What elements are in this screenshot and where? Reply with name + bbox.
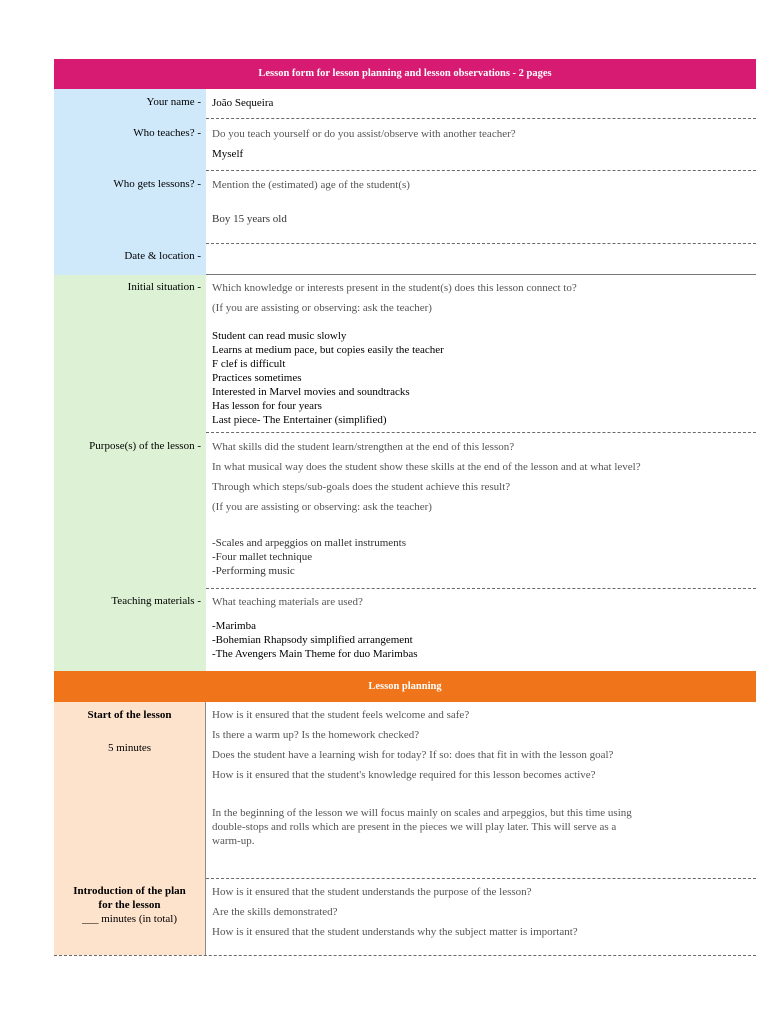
start-question-3: Does the student have a learning wish for today? If so: does that fit in with the lesson goal? bbox=[212, 749, 614, 761]
purpose-answer: -Performing music bbox=[212, 565, 295, 577]
initial-answer: F clef is difficult bbox=[212, 358, 286, 370]
who-gets-lessons-question: Mention the (estimated) age of the student(s) bbox=[212, 179, 410, 191]
materials-answer: -The Avengers Main Theme for duo Marimbas bbox=[212, 648, 418, 660]
your-name-value: João Sequeira bbox=[212, 97, 274, 109]
materials-question: What teaching materials are used? bbox=[212, 596, 363, 608]
start-question-2: Is there a warm up? Is the homework checked? bbox=[212, 729, 420, 741]
purpose-answer: -Four mallet technique bbox=[212, 551, 313, 563]
lesson-form bbox=[54, 59, 756, 956]
introduction-duration: ___ minutes (in total) bbox=[81, 913, 177, 925]
your-name-label: Your name - bbox=[54, 89, 206, 119]
introduction-label: Introduction of the plan bbox=[73, 885, 186, 897]
materials-answer: -Bohemian Rhapsody simplified arrangement bbox=[212, 634, 413, 646]
purpose-question-2: In what musical way does the student show these skills at the end of the lesson and at what level? bbox=[212, 461, 641, 473]
initial-question-1: Which knowledge or interests present in the student(s) does this lesson connect to? bbox=[212, 282, 577, 294]
date-location-row bbox=[54, 244, 756, 275]
purpose-row bbox=[54, 433, 756, 589]
intro-question-3: How is it ensured that the student understands why the subject matter is important? bbox=[212, 926, 578, 938]
who-teaches-label: Who teaches? - bbox=[54, 119, 206, 171]
initial-situation-row bbox=[54, 275, 756, 433]
introduction-label-2: for the lesson bbox=[98, 899, 161, 911]
start-question-4: How is it ensured that the student's knowledge required for this lesson becomes active? bbox=[212, 769, 596, 781]
form-title-banner: Lesson form for lesson planning and lesson observations - 2 pages bbox=[54, 59, 756, 89]
start-question-1: How is it ensured that the student feels welcome and safe? bbox=[212, 709, 470, 721]
who-teaches-row bbox=[54, 119, 756, 171]
date-location-label: Date & location - bbox=[54, 244, 206, 275]
teaching-materials-row bbox=[54, 589, 756, 671]
intro-question-2: Are the skills demonstrated? bbox=[212, 906, 338, 918]
materials-answer: -Marimba bbox=[212, 620, 256, 632]
purpose-answer: -Scales and arpeggios on mallet instruments bbox=[212, 537, 406, 549]
initial-answer: Practices sometimes bbox=[212, 372, 302, 384]
purpose-label: Purpose(s) of the lesson - bbox=[54, 433, 206, 589]
lesson-planning-banner: Lesson planning bbox=[54, 671, 756, 702]
start-answer: In the beginning of the lesson we will focus mainly on scales and arpeggios, but this time using bbox=[212, 807, 632, 819]
initial-answer: Interested in Marvel movies and soundtracks bbox=[212, 386, 410, 398]
who-teaches-question: Do you teach yourself or do you assist/observe with another teacher? bbox=[212, 128, 516, 140]
purpose-question-3: Through which steps/sub-goals does the student achieve this result? bbox=[212, 481, 511, 493]
start-answer: double-stops and rolls which are present in the pieces we will play later. This will serve as a bbox=[212, 821, 617, 833]
start-answer: warm-up. bbox=[212, 835, 255, 847]
introduction-cell bbox=[54, 879, 206, 955]
initial-answer: Has lesson for four years bbox=[212, 400, 322, 412]
initial-answer: Learns at medium pace, but copies easily the teacher bbox=[212, 344, 444, 356]
initial-situation-label: Initial situation - bbox=[54, 275, 206, 433]
date-location-value bbox=[206, 244, 756, 275]
who-gets-lessons-label: Who gets lessons? - bbox=[54, 171, 206, 244]
initial-answer: Last piece- The Entertainer (simplified) bbox=[212, 414, 387, 426]
start-of-lesson-row bbox=[54, 702, 756, 879]
intro-question-1: How is it ensured that the student understands the purpose of the lesson? bbox=[212, 886, 532, 898]
teaching-materials-label: Teaching materials - bbox=[54, 589, 206, 671]
purpose-question-4: (If you are assisting or observing: ask the teacher) bbox=[212, 501, 432, 513]
your-name-row bbox=[54, 89, 756, 119]
initial-question-2: (If you are assisting or observing: ask the teacher) bbox=[212, 302, 432, 314]
purpose-question-1: What skills did the student learn/strengthen at the end of this lesson? bbox=[212, 441, 515, 453]
start-duration: 5 minutes bbox=[107, 742, 152, 754]
start-of-lesson-label: Start of the lesson bbox=[87, 709, 172, 721]
who-gets-lessons-row bbox=[54, 171, 756, 244]
who-teaches-answer: Myself bbox=[212, 148, 244, 160]
initial-answer: Student can read music slowly bbox=[212, 330, 347, 342]
introduction-row bbox=[54, 879, 756, 956]
start-of-lesson-cell bbox=[54, 702, 206, 879]
who-gets-lessons-answer: Boy 15 years old bbox=[212, 213, 287, 225]
